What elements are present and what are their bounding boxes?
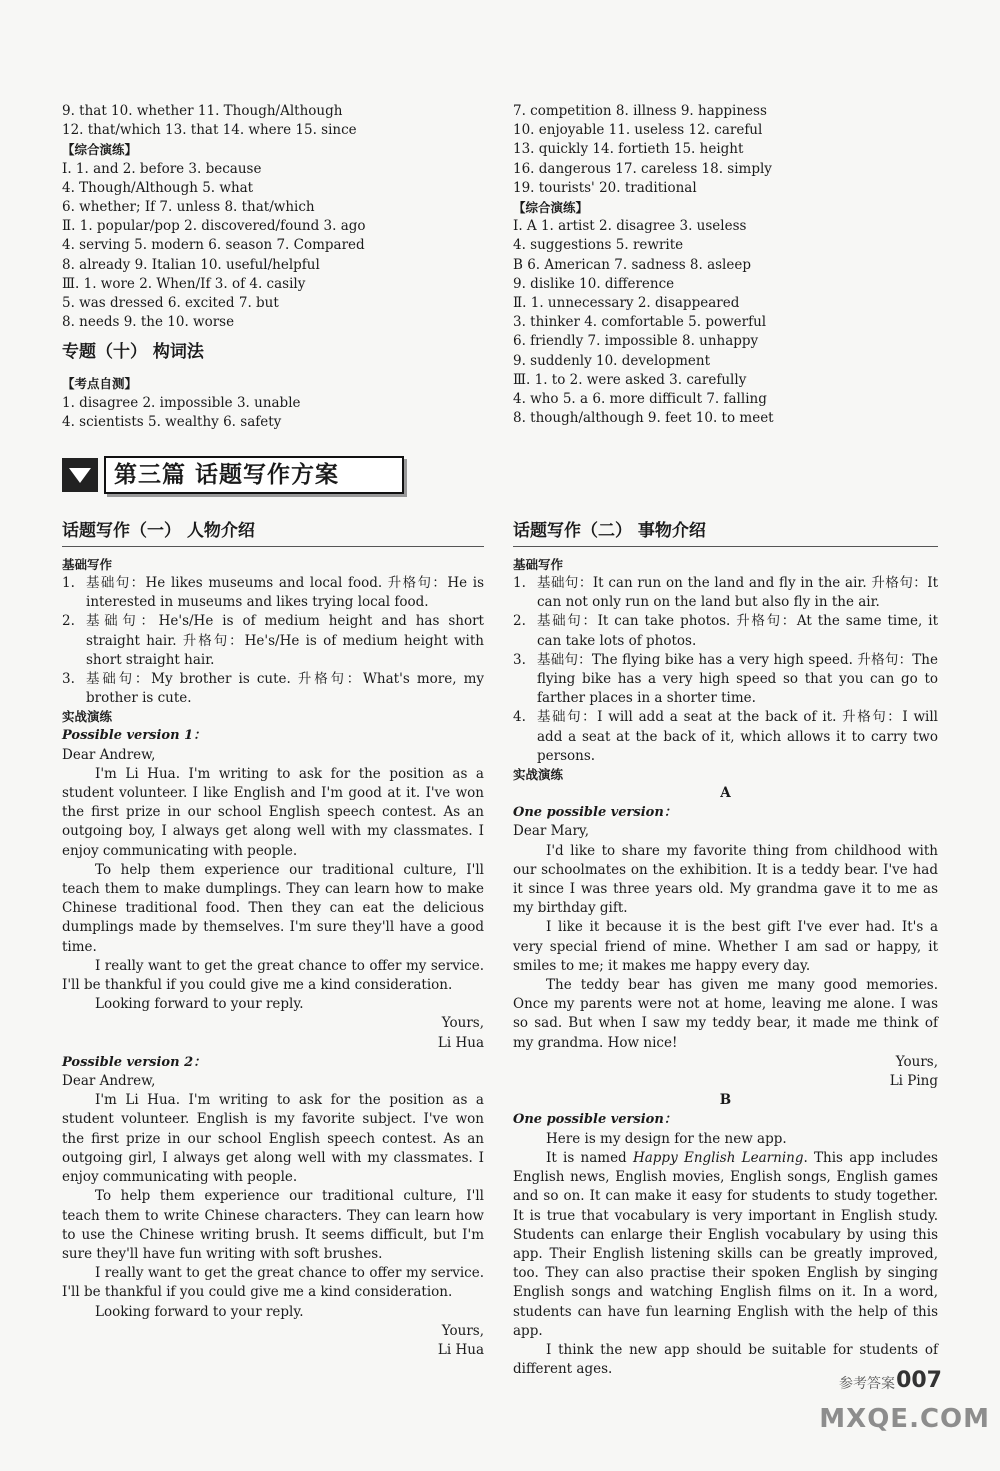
answer-line: Ⅲ. 1. to 2. were asked 3. carefully <box>513 371 747 388</box>
down-arrow-icon <box>62 456 100 494</box>
page-number: 007 <box>896 1368 942 1393</box>
divider <box>62 546 484 547</box>
greeting: Dear Mary, <box>513 823 590 840</box>
paragraph: I'm Li Hua. I'm writing to ask for the position as a student volunteer. I like English and I'm good at it. I've won the first prize in our school English speech contest. As an outgoing boy, I always get along well with my classmates. I enjoy communicating with people. <box>62 765 484 859</box>
answer-line: 4. who 5. a 6. more difficult 7. falling <box>513 391 767 408</box>
answer-line: 16. dangerous 17. careless 18. simply <box>513 160 772 177</box>
paragraph: I like it because it is the best gift I've ever had. It's a very special friend of mine. Whether I am sad or happy, it smiles to me; it makes me happy every day. <box>513 919 938 974</box>
paragraph: I really want to get the great chance to offer my service. I'll be thankful if you could give me a kind consideration. <box>62 1265 484 1301</box>
answer-line: 9. dislike 10. difference <box>513 275 675 292</box>
left-topic-title: 话题写作（一） 人物介绍 <box>62 521 255 541</box>
closing: Yours, <box>441 1015 484 1032</box>
page-label: 参考答案 <box>839 1376 895 1392</box>
top-right-answers <box>513 102 938 428</box>
signature: Li Hua <box>437 1341 484 1358</box>
greeting: Dear Andrew, <box>62 746 156 763</box>
version-label: Possible version 2： <box>62 1054 207 1070</box>
list-item: 3. 基础句：My brother is cute. 升格句：What's more, my brother is cute. <box>62 671 484 707</box>
closing: Yours, <box>895 1053 938 1070</box>
answer-line: 4. serving 5. modern 6. season 7. Compared <box>62 237 365 254</box>
section-label: 【综合演练】 <box>513 200 589 216</box>
answer-line: Ⅰ. 1. and 2. before 3. because <box>62 160 262 177</box>
answer-line: 19. tourists' 20. traditional <box>513 179 697 196</box>
paragraph: It is named Happy English Learning. This app includes English news, English movies, English songs, English games and so on. It can make it easy for students to study together. It is true that vocabulary is very important in English study. Students can enlarge their English vocabulary by using this app. Their English listening skills can be greatly improved, too. They can also practise their spoken English by singing English songs and watching English films on it. In a word, students can have fun learning English with the help of this app. <box>513 1149 938 1339</box>
list-item: 2. 基础句：He's/He is of medium height and has short straight hair. 升格句：He's/He is of medium height with short straight hair. <box>62 613 484 668</box>
list-item: 3. 基础句：The flying bike has a very high speed. 升格句：The flying bike has a very high speed so that you can go to farther places in a shorter time. <box>513 651 938 707</box>
top-left-answers <box>62 102 482 432</box>
answer-line: 9. suddenly 10. development <box>513 352 711 369</box>
right-column <box>513 556 938 1379</box>
answer-line: 6. friendly 7. impossible 8. unhappy <box>513 333 759 350</box>
paragraph: I'd like to share my favorite thing from childhood with our schoolmates on the exhibition. It is a teddy bear. I've had it since I was three years old. My grandma gave it to me as my birthday gift. <box>513 842 938 917</box>
answer-line: 10. enjoyable 11. useless 12. careful <box>513 122 763 139</box>
section-label: 【考点自测】 <box>62 376 138 392</box>
paragraph: I really want to get the great chance to offer my service. I'll be thankful if you could give me a kind consideration. <box>62 957 484 994</box>
left-column <box>62 556 484 1360</box>
answer-line: 8. already 9. Italian 10. useful/helpful <box>62 256 320 273</box>
paragraph: To help them experience our traditional culture, I'll teach them to make dumplings. They can learn how to make Chinese traditional food. Then they can eat the delicious dumplings made by themselves. I'm sure they'll have a good time. <box>62 861 484 955</box>
basic-writing-label: 基础写作 <box>62 557 113 572</box>
answer-line: 12. that/which 13. that 14. where 15. since <box>62 122 357 139</box>
signature: Li Ping <box>889 1073 938 1090</box>
divider <box>513 546 938 547</box>
basic-writing-label: 基础写作 <box>513 557 564 572</box>
list-item: 4. 基础句：I will add a seat at the back of it. 升格句：I will add a seat at the back of it, which allows it to carry two persons. <box>513 709 938 764</box>
greeting: Dear Andrew, <box>62 1073 156 1090</box>
paragraph: I think the new app should be suitable for students of different ages. <box>513 1341 938 1378</box>
answer-line: 9. that 10. whether 11. Though/Although <box>62 103 343 119</box>
answer-line: 4. suggestions 5. rewrite <box>513 237 684 254</box>
version-label: Possible version 1： <box>62 728 207 744</box>
chapter-banner <box>62 456 396 494</box>
paragraph: To help them experience our traditional culture, I'll teach them to write Chinese characters. They can learn how to use the Chinese writing brush. It seems difficult, but I'm sure they'll have fun writing with soft brushes. <box>62 1188 484 1262</box>
answer-line: B 6. American 7. sadness 8. asleep <box>513 256 751 273</box>
answer-line: Ⅰ. A 1. artist 2. disagree 3. useless <box>513 218 747 235</box>
practice-label: 实战演练 <box>62 709 113 725</box>
answer-line: 4. Though/Although 5. what <box>62 179 254 196</box>
version-label: One possible version： <box>513 1112 677 1128</box>
answer-line: 13. quickly 14. fortieth 15. height <box>513 141 744 158</box>
paragraph: The teddy bear has given me many good memories. Once my parents were not at home, leaving me alone. I was so sad. But when I saw my teddy bear, it made me think of my grandma. How nice! <box>513 977 938 1051</box>
answer-line: 6. whether; If 7. unless 8. that/which <box>62 199 315 216</box>
answer-line: 8. needs 9. the 10. worse <box>62 314 235 331</box>
right-topic-title: 话题写作（二） 事物介绍 <box>513 521 706 541</box>
section-label: 【综合演练】 <box>62 142 138 158</box>
paragraph: Looking forward to your reply. <box>95 996 304 1013</box>
app-name: Happy English Learning <box>632 1149 804 1166</box>
answer-line: 4. scientists 5. wealthy 6. safety <box>62 413 282 430</box>
list-item: 1. 基础句：He likes museums and local food. 升格句：He is interested in museums and likes trying local food. <box>62 575 484 611</box>
closing: Yours, <box>441 1322 484 1339</box>
answer-line: Ⅱ. 1. unnecessary 2. disappeared <box>513 295 740 312</box>
practice-label: 实战演练 <box>513 767 564 783</box>
answer-line: 1. disagree 2. impossible 3. unable <box>62 394 301 411</box>
chapter-title: 第三篇 话题写作方案 <box>104 456 404 494</box>
answer-line: 8. though/although 9. feet 10. to meet <box>513 410 774 427</box>
answer-line: Ⅲ. 1. wore 2. When/If 3. of 4. casily <box>62 275 306 292</box>
topic-title: 专题（十） 构词法 <box>62 342 204 363</box>
part-a-label: A <box>720 785 731 802</box>
answer-line: 3. thinker 4. comfortable 5. powerful <box>513 314 767 331</box>
part-b-label: B <box>719 1092 732 1109</box>
paragraph: Here is my design for the new app. <box>546 1130 787 1147</box>
version-label: One possible version： <box>513 805 677 821</box>
answer-line: Ⅱ. 1. popular/pop 2. discovered/found 3. ago <box>62 218 366 235</box>
signature: Li Hua <box>437 1034 484 1051</box>
answer-line: 5. was dressed 6. excited 7. but <box>62 295 279 312</box>
list-item: 1. 基础句：It can run on the land and fly in the air. 升格句：It can not only run on the land but also fly in the air. <box>513 575 938 611</box>
paragraph: I'm Li Hua. I'm writing to ask for the position as a student volunteer. English is my favorite subject. I've won the first prize in our school English speech contest. As an outgoing girl, I always get along well with my classmates. I enjoy communicating with people. <box>62 1092 484 1186</box>
list-item: 2. 基础句：It can take photos. 升格句：At the same time, it can take lots of photos. <box>513 613 938 649</box>
paragraph: Looking forward to your reply. <box>95 1303 304 1320</box>
watermark: MXQE.COM <box>819 1404 990 1434</box>
answer-line: 7. competition 8. illness 9. happiness <box>513 103 767 119</box>
